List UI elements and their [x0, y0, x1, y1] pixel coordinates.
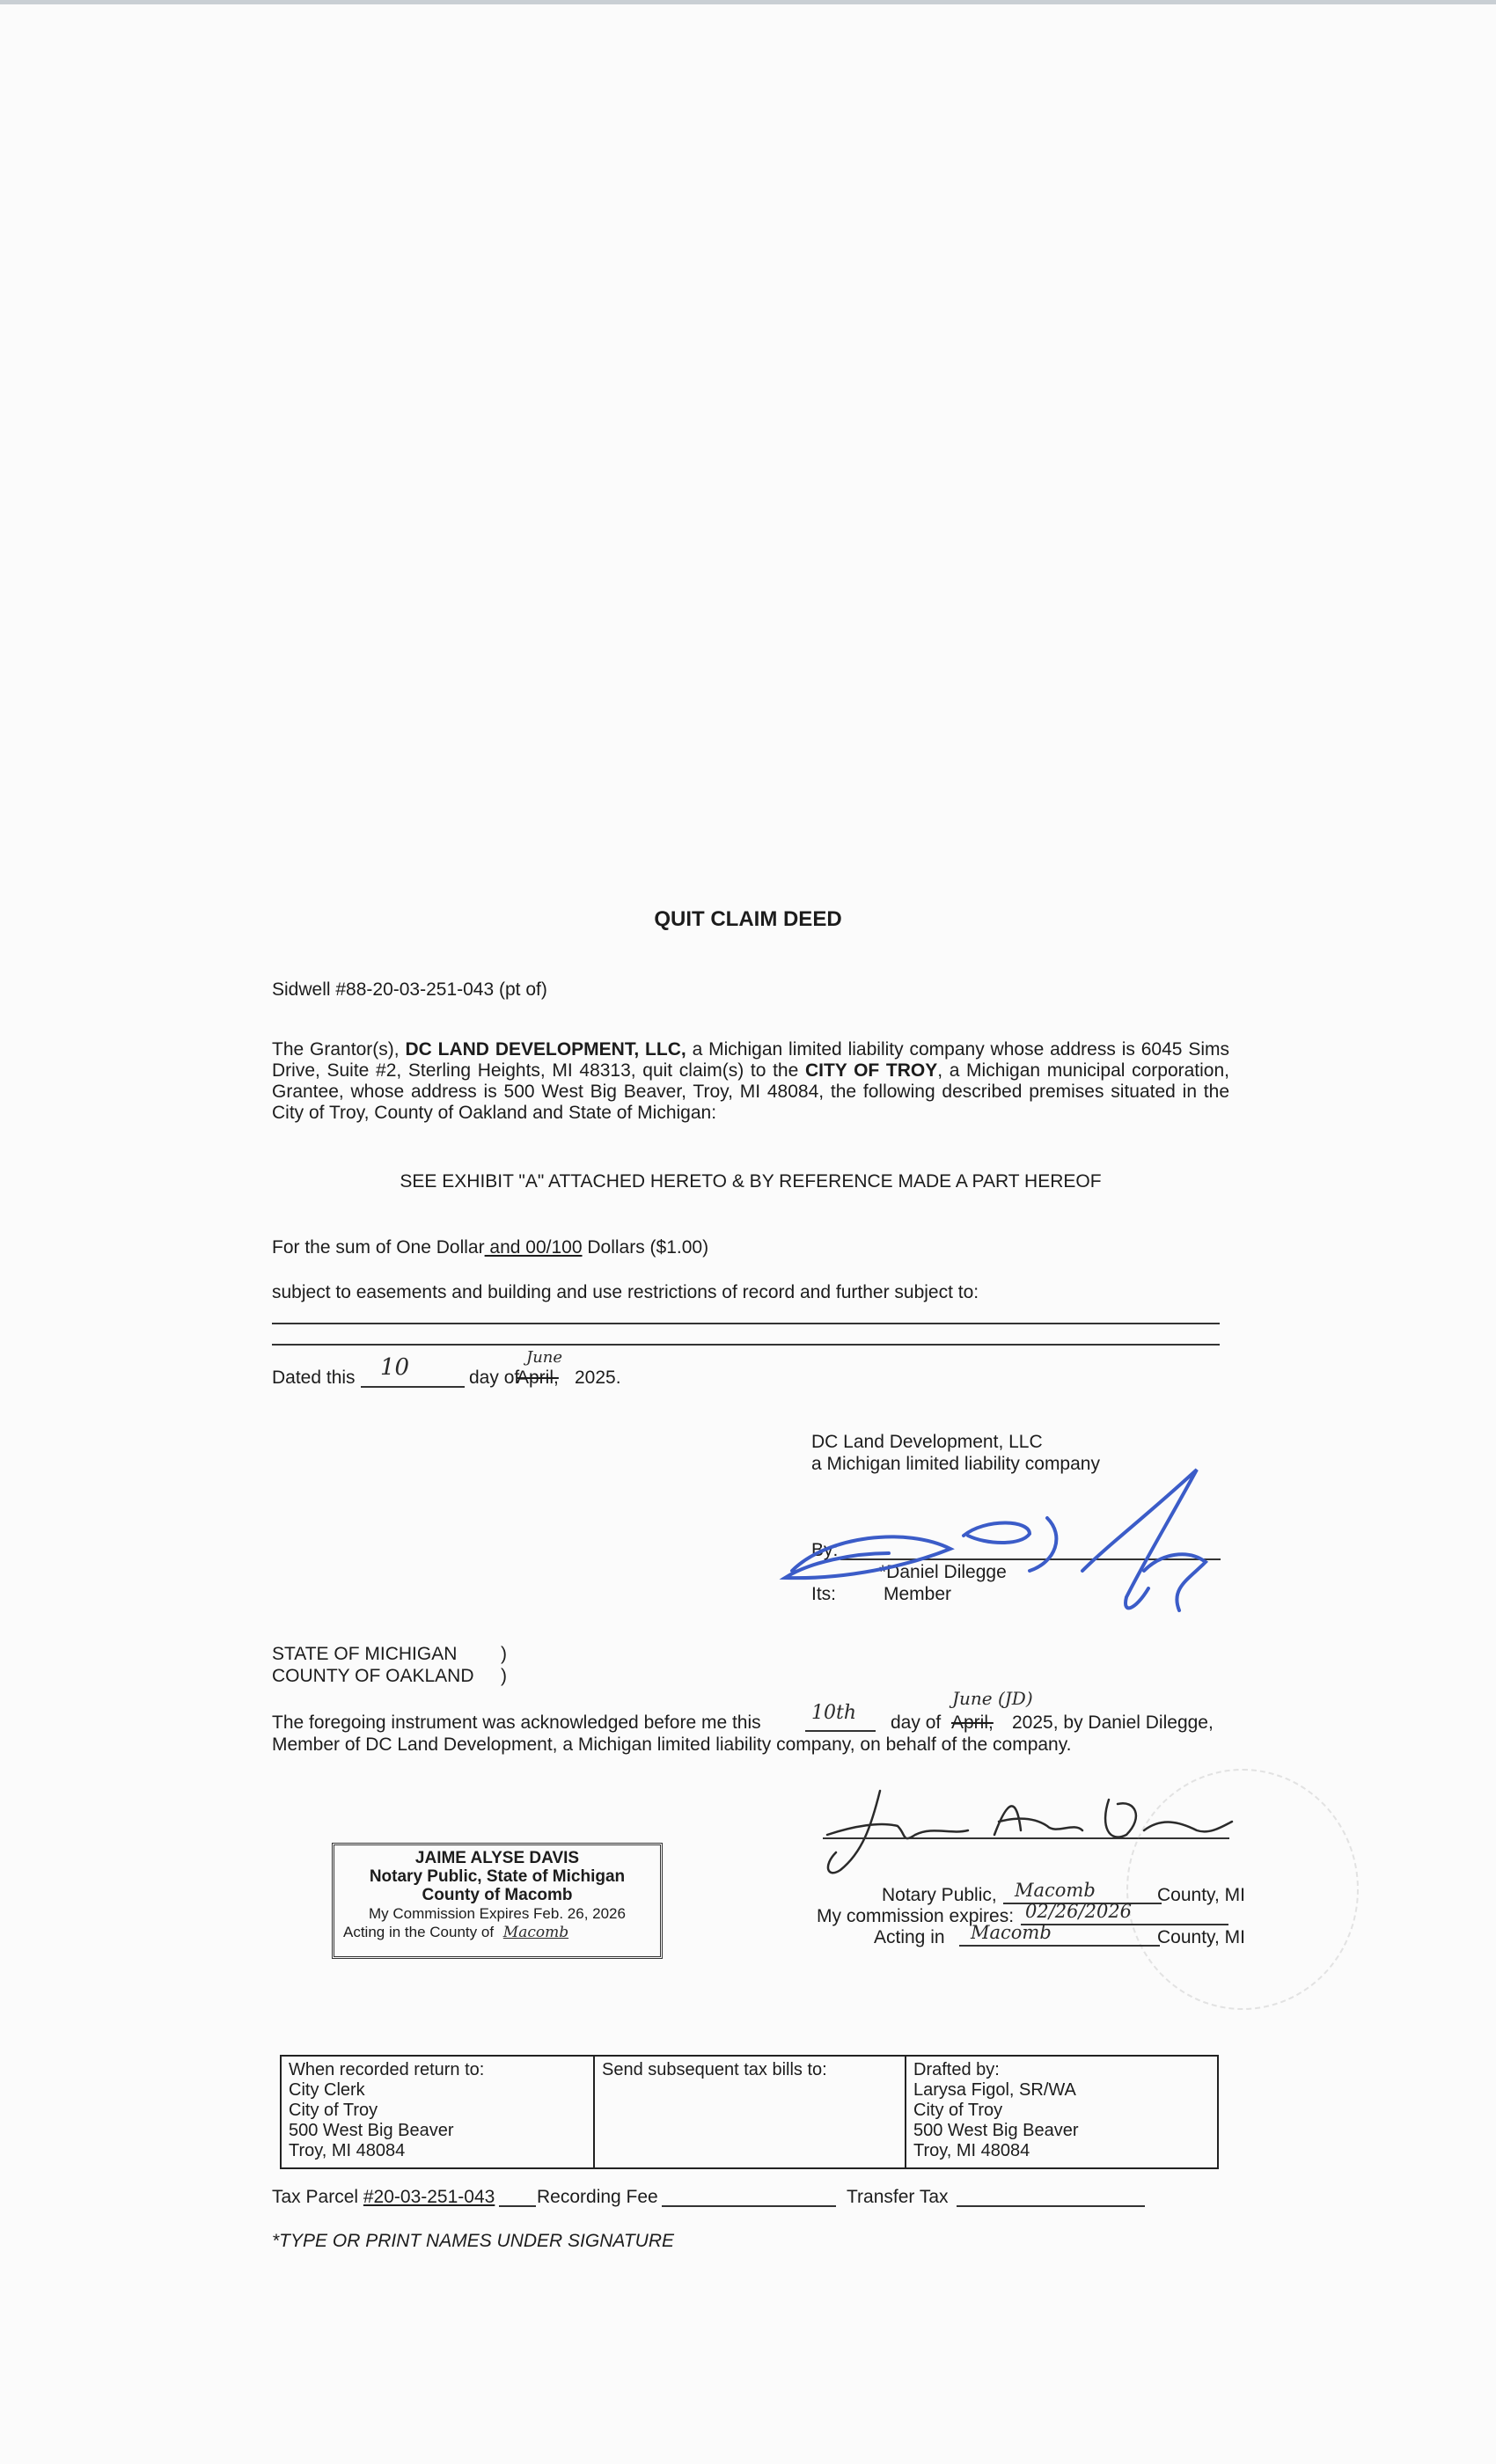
return-to-line: City Clerk [289, 2080, 365, 2100]
ack-text-line2: Member of DC Land Development, a Michigan limited liability company, on behalf of the company. [272, 1734, 1072, 1755]
scan-top-edge [0, 0, 1496, 4]
grantor-signature-image [774, 1465, 1232, 1624]
drafted-by-line: City of Troy [913, 2101, 1003, 2120]
dated-day-of: day of [469, 1368, 520, 1388]
transfer-tax-label: Transfer Tax [847, 2187, 949, 2207]
dated-day-line [361, 1386, 465, 1388]
dated-label: Dated this [272, 1368, 356, 1388]
drafted-by-line: Larysa Figol, SR/WA [913, 2080, 1076, 2100]
dated-month-struck: April, [517, 1368, 559, 1388]
ack-month-struck: April, [951, 1712, 994, 1733]
blank-rule-1 [272, 1323, 1220, 1324]
exhibit-reference: SEE EXHIBIT "A" ATTACHED HERETO & BY REFERENCE MADE A PART HEREOF [400, 1171, 1102, 1192]
tax-parcel-line-tail [499, 2205, 536, 2207]
notary-stamp [332, 1843, 663, 1959]
dated-day-handwritten: 10 [380, 1354, 410, 1381]
recording-fee-label: Recording Fee [537, 2187, 658, 2207]
its-label: Its: [811, 1584, 837, 1604]
ack-text-pre: The foregoing instrument was acknowledged before me this [272, 1712, 761, 1733]
drafted-by-line: Drafted by: [913, 2060, 1000, 2079]
tax-parcel: Tax Parcel #20-03-251-043 [272, 2187, 495, 2207]
by-label: By: [811, 1540, 839, 1560]
return-to-line: 500 West Big Beaver [289, 2121, 454, 2140]
stamp-line4: My Commission Expires Feb. 26, 2026 [369, 1905, 626, 1922]
sidwell-number: Sidwell #88-20-03-251-043 (pt of) [272, 979, 547, 1000]
ack-day-line [805, 1730, 876, 1732]
commission-expires-label: My commission expires: [817, 1906, 1015, 1926]
company-type: a Michigan limited liability company [811, 1454, 1100, 1474]
recording-fee-line [662, 2205, 836, 2207]
county-label: COUNTY OF OAKLAND [272, 1666, 474, 1686]
transfer-tax-line [957, 2205, 1145, 2207]
return-to-line: When recorded return to: [289, 2060, 485, 2079]
dated-month-handwritten: June [526, 1348, 563, 1367]
company-name: DC Land Development, LLC [811, 1432, 1043, 1452]
stamp-name: JAIME ALYSE DAVIS [414, 1849, 580, 1867]
ack-text-post: 2025, by Daniel Dilegge, [1012, 1712, 1214, 1733]
acting-in-handwritten: Macomb [971, 1922, 1052, 1943]
tax-bills-line: Send subsequent tax bills to: [602, 2060, 827, 2079]
return-to-cell [282, 2057, 593, 2167]
tax-bills-cell [593, 2057, 905, 2167]
drafted-by-cell [905, 2057, 1217, 2167]
county-paren: ) [501, 1666, 507, 1686]
stamp-line2: Notary Public, State of Michigan [369, 1867, 626, 1886]
commission-expires-handwritten: 02/26/2026 [1025, 1901, 1133, 1922]
dated-year: 2025. [575, 1368, 621, 1388]
recording-info-table [280, 2055, 1219, 2169]
return-to-line: City of Troy [289, 2101, 378, 2120]
drafted-by-line: 500 West Big Beaver [913, 2121, 1079, 2140]
ack-day-handwritten: 10th [811, 1702, 857, 1724]
notary-county-handwritten: Macomb [1015, 1880, 1096, 1901]
document-title: QUIT CLAIM DEED [654, 907, 842, 931]
ack-month-handwritten: June (JD) [952, 1688, 1033, 1709]
ack-day-of: day of [891, 1712, 942, 1733]
consideration-line: For the sum of One Dollar and 00/100 Dollars ($1.00) [272, 1237, 709, 1258]
drafted-by-line: Troy, MI 48084 [913, 2141, 1030, 2160]
return-to-line: Troy, MI 48084 [289, 2141, 406, 2160]
state-label: STATE OF MICHIGAN [272, 1644, 458, 1664]
stamp-line3: County of Macomb [422, 1886, 573, 1904]
acting-in-suffix: County, MI [1157, 1927, 1245, 1947]
stamp-line5: Acting in the County of Macomb [343, 1924, 569, 1941]
grant-paragraph: The Grantor(s), DC LAND DEVELOPMENT, LLC, a Michigan limited liability company whose address is 6045 Sims Drive, Suite #2, Sterling Heights, MI 48313, quit claim(s) to the CITY OF TROY, a Michigan municipal corporation, Grantee, whose address is 500 West Big Beaver, Troy, MI 48084, the following described premises situated in the City of Troy, County of Oakland and State of Michigan: [272, 1039, 1229, 1123]
its-value: Member [884, 1584, 952, 1604]
signer-name: *Daniel Dilegge [879, 1562, 1007, 1582]
footnote: *TYPE OR PRINT NAMES UNDER SIGNATURE [272, 2231, 674, 2251]
acting-in-line [959, 1945, 1160, 1947]
acting-in-label: Acting in [874, 1927, 945, 1947]
notary-public-label: Notary Public, [882, 1885, 997, 1905]
commission-expires-line [1021, 1924, 1228, 1925]
subject-to-line: subject to easements and building and use restrictions of record and further subject to: [272, 1282, 979, 1302]
blank-rule-2 [272, 1344, 1220, 1346]
state-paren: ) [501, 1644, 507, 1664]
notary-county-suffix: County, MI [1157, 1885, 1245, 1905]
